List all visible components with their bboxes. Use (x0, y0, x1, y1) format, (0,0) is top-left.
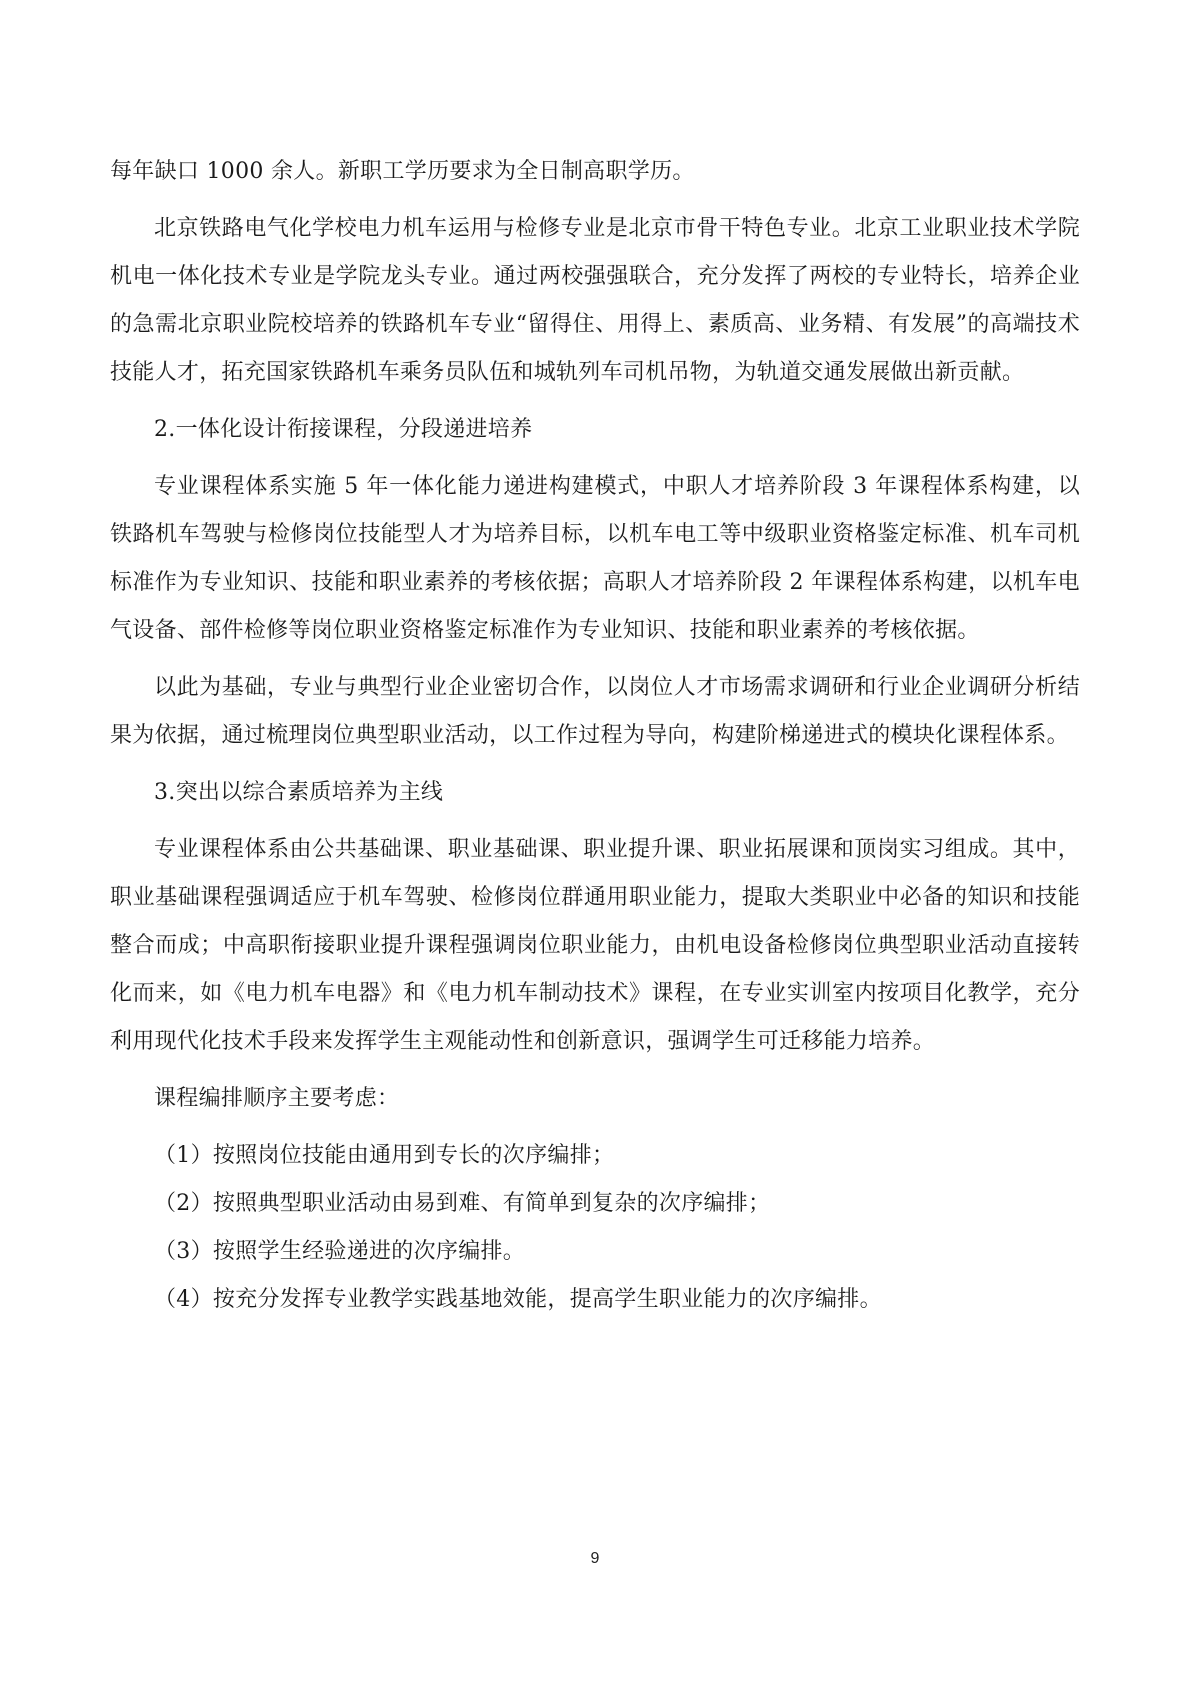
paragraph-school-overview: 北京铁路电气化学校电力机车运用与检修专业是北京市骨干特色专业。北京工业职业技术学院机电一体化技术专业是学院龙头专业。通过两校强强联合，充分发挥了两校的专业特长，培养企业的急需北京职业院校培养的铁路机车专业“留得住、用得上、素质高、业务精、有发展”的高端技术技能人才，拓充国家铁路机车乘务员队伍和城轨列车司机吊物，为轨道交通发展做出新贡献。 (110, 216, 1080, 385)
paragraph-ordering-intro: 课程编排顺序主要考虑： (154, 1086, 400, 1111)
list-item: （1）按照岗位技能由通用到专长的次序编排； (154, 1143, 615, 1168)
section-heading-3: 3.突出以综合素质培养为主线 (154, 780, 444, 805)
ordering-list (110, 1132, 1080, 1324)
paragraph-course-composition: 专业课程体系由公共基础课、职业基础课、职业提升课、职业拓展课和顶岗实习组成。其中，职业基础课程强调适应于机车驾驶、检修岗位群通用职业能力，提取大类职业中必备的知识和技能整合而成；中高职衔接职业提升课程强调岗位职业能力，由机电设备检修岗位典型职业活动直接转化而来，如《电力机车电器》和《电力机车制动技术》课程，在专业实训室内按项目化教学，充分利用现代化技术手段来发挥学生主观能动性和创新意识，强调学生可迁移能力培养。 (110, 837, 1080, 1054)
section-heading-2: 2.一体化设计衔接课程，分段递进培养 (154, 417, 533, 442)
paragraph-continuation: 每年缺口 1000 余人。新职工学历要求为全日制高职学历。 (110, 159, 695, 184)
page-number: 9 (590, 1550, 600, 1567)
paragraph-modular-curriculum: 以此为基础，专业与典型行业企业密切合作，以岗位人才市场需求调研和行业企业调研分析结果为依据，通过梳理岗位典型职业活动，以工作过程为导向，构建阶梯递进式的模块化课程体系。 (110, 675, 1080, 748)
list-item: （2）按照典型职业活动由易到难、有简单到复杂的次序编排； (154, 1191, 771, 1216)
paragraph-curriculum-system: 专业课程体系实施 5 年一体化能力递进构建模式，中职人才培养阶段 3 年课程体系构建，以铁路机车驾驶与检修岗位技能型人才为培养目标，以机车电工等中级职业资格鉴定标准、机车司机标准作为专业知识、技能和职业素养的考核依据；高职人才培养阶段 2 年课程体系构建，以机车电气设备、部件检修等岗位职业资格鉴定标准作为专业知识、技能和职业素养的考核依据。 (110, 474, 1080, 643)
page-content (110, 148, 1080, 1324)
list-item: （4）按充分发挥专业教学实践基地效能，提高学生职业能力的次序编排。 (154, 1287, 882, 1312)
list-item: （3）按照学生经验递进的次序编排。 (154, 1239, 526, 1264)
